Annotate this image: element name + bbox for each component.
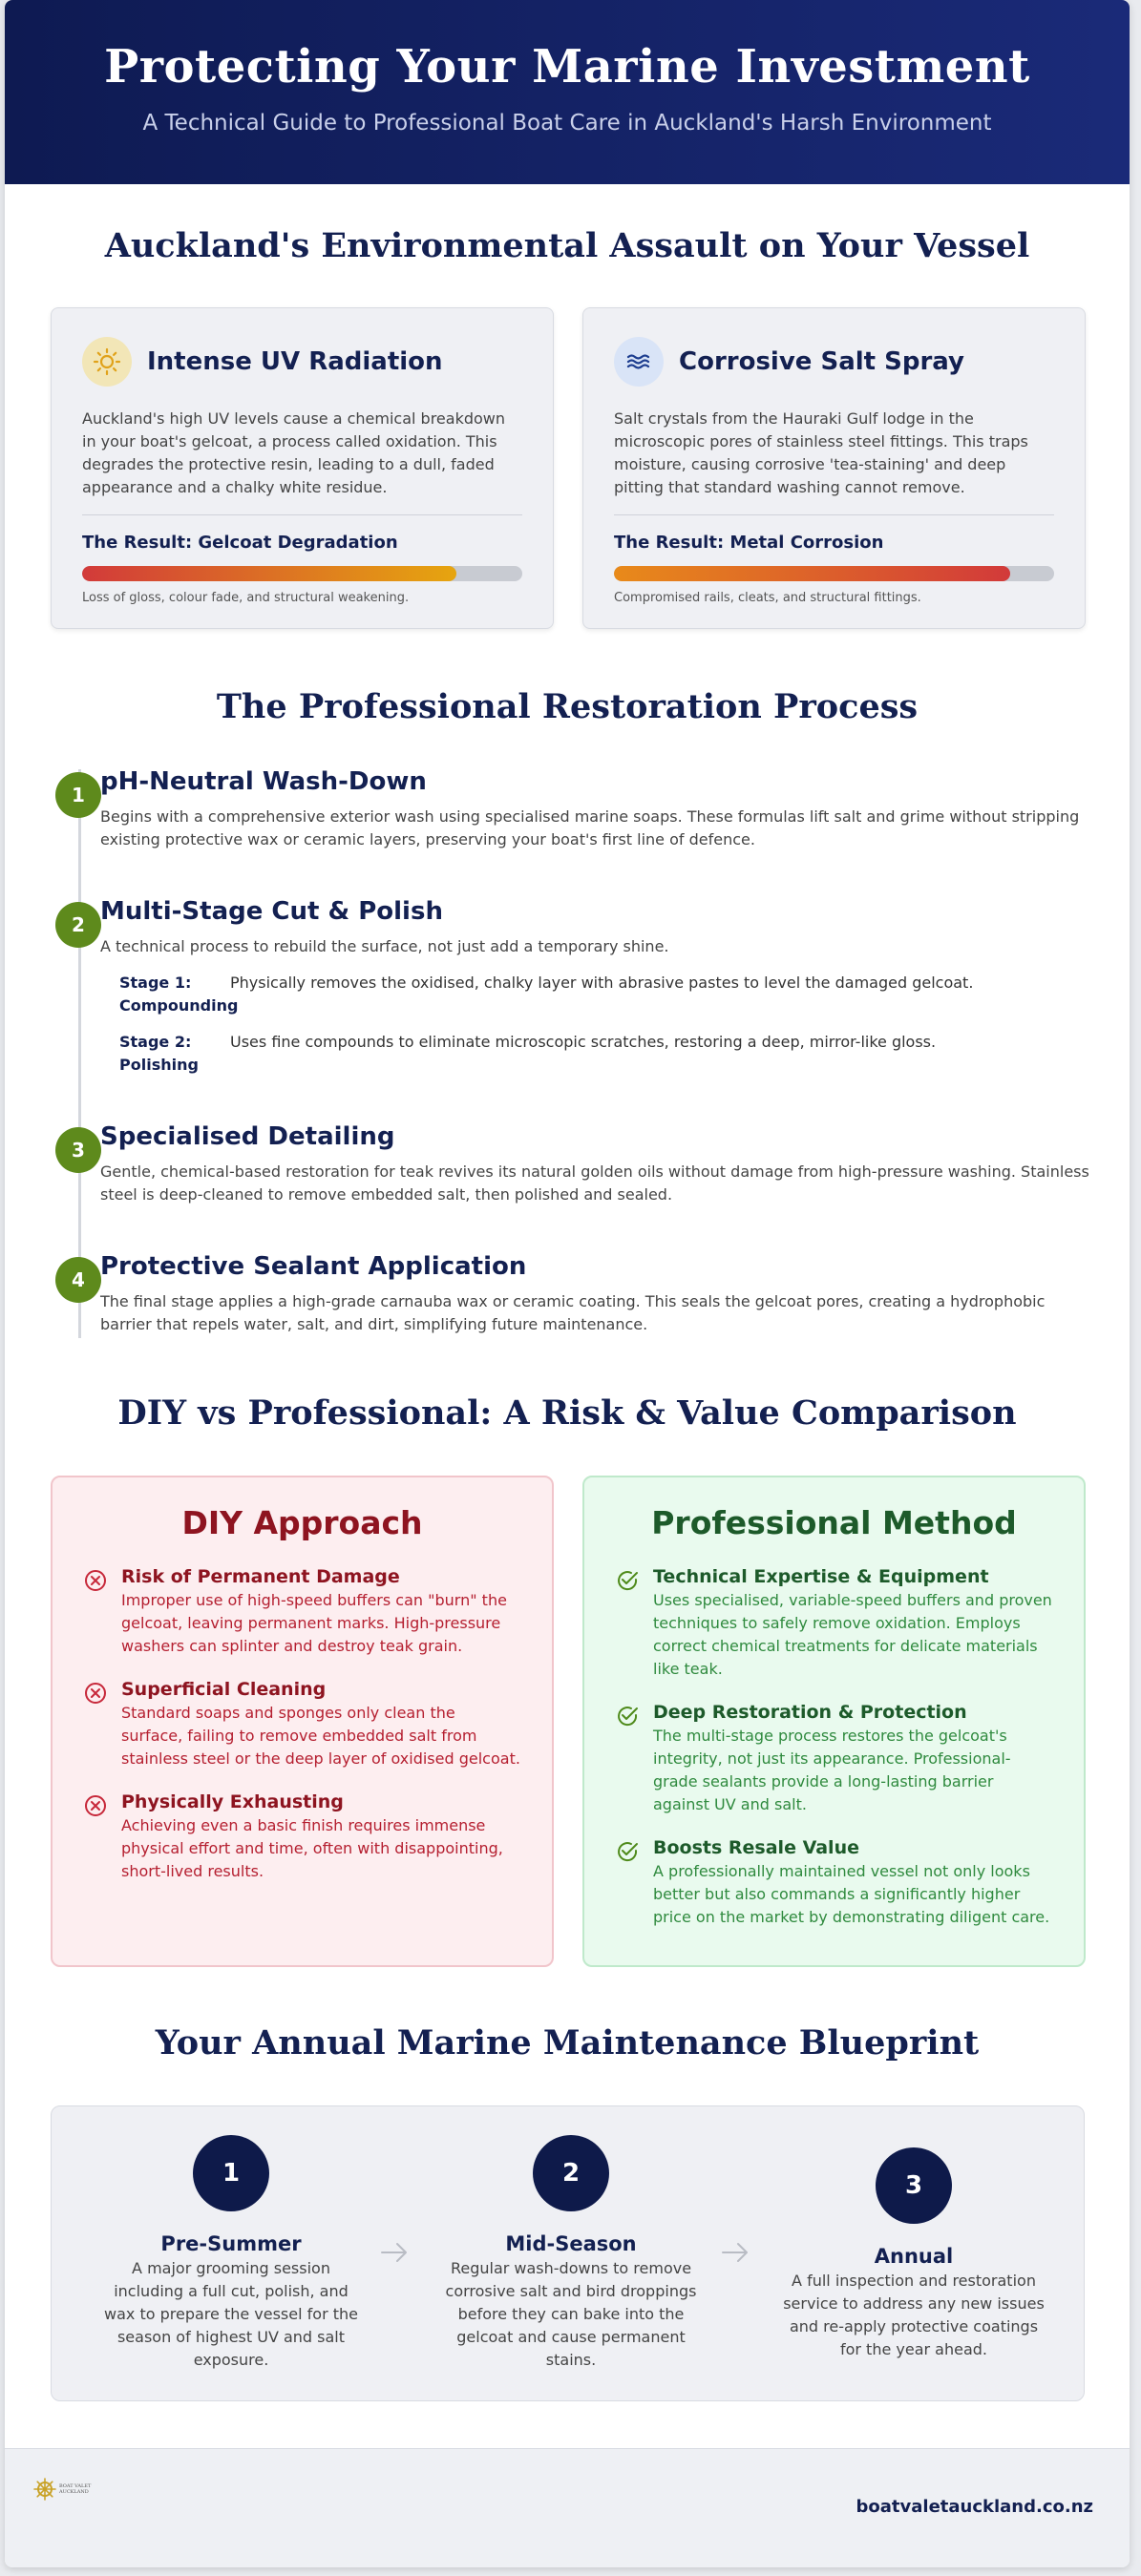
result-caption: Loss of gloss, colour fade, and structural weakening. <box>82 591 410 605</box>
blueprint-number: 3 <box>876 2147 952 2224</box>
process-step-sealant <box>100 1252 1093 1336</box>
diy-item-text: Standard soaps and sponges only clean the surface, failing to remove embedded salt from stainless steel or the deep layer of oxidised gelcoat. <box>121 1704 520 1768</box>
hero-header <box>5 0 1130 184</box>
blueprint-step-text: Regular wash-downs to remove corrosive salt and bird droppings before they can bake into the gelcoat and cause permanent stains. <box>445 2259 697 2369</box>
diy-item-text: Improper use of high-speed buffers can "burn" the gelcoat, leaving permanent marks. High-pressure washers can splinter and destroy teak grain. <box>121 1591 507 1655</box>
step-body: Gentle, chemical-based restoration for teak revives its natural golden oils without damage from high-pressure washing. Stainless steel is deep-cleaned to remove embedded salt, then polished and sealed. <box>100 1162 1089 1204</box>
logo <box>33 2478 91 2501</box>
divider <box>614 514 1054 515</box>
arrow-right-icon <box>719 2236 751 2269</box>
diy-item-text: Achieving even a basic finish requires immense physical effort and time, often with disappointing, short-lived results. <box>121 1816 503 1880</box>
divider <box>82 514 522 515</box>
step-title: Specialised Detailing <box>100 1122 395 1151</box>
diy-item <box>83 1791 521 1883</box>
stage-text: Uses fine compounds to eliminate microscopic scratches, restoring a deep, mirror-like gloss. <box>230 1033 937 1051</box>
pro-item <box>615 1566 1053 1681</box>
footer <box>5 2448 1130 2567</box>
diy-item-title: Superficial Cleaning <box>121 1679 327 1700</box>
process-step-wash <box>100 767 1093 851</box>
blueprint-number: 1 <box>193 2135 269 2211</box>
card-title: Corrosive Salt Spray <box>679 347 964 376</box>
severity-bar-fill <box>82 566 456 581</box>
page-title: Protecting Your Marine Investment <box>104 40 1030 94</box>
pro-item-title: Boosts Resale Value <box>653 1837 859 1858</box>
diy-approach-card <box>51 1476 554 1967</box>
blueprint-step-title: Pre-Summer <box>160 2232 302 2255</box>
process-section-title: The Professional Restoration Process <box>216 687 919 726</box>
result-heading: The Result: Gelcoat Degradation <box>82 533 398 553</box>
professional-method-card <box>582 1476 1086 1967</box>
severity-bar <box>614 566 1054 581</box>
logo-line: BOAT VALET <box>59 2483 92 2489</box>
logo-line: AUCKLAND <box>59 2489 89 2495</box>
stage-label: Stage 1: Compounding <box>119 974 239 1015</box>
stage-text: Physically removes the oxidised, chalky layer with abrasive pastes to level the damaged gelcoat. <box>230 974 974 992</box>
check-circle-icon <box>615 1839 640 1864</box>
blueprint-step-text: A major grooming session including a full cut, polish, and wax to prepare the vessel for the season of highest UV and salt exposure. <box>104 2259 358 2369</box>
x-circle-icon <box>83 1568 108 1593</box>
pro-item-text: The multi-stage process restores the gelcoat's integrity, not just its appearance. Professional-grade sealants provide a long-lasting barrier against UV and salt. <box>653 1727 1011 1813</box>
result-heading: The Result: Metal Corrosion <box>614 533 884 553</box>
diy-item <box>83 1679 521 1770</box>
website-link[interactable]: boatvaletauckland.co.nz <box>856 2497 1093 2517</box>
comparison-section-title: DIY vs Professional: A Risk & Value Comparison <box>117 1393 1017 1433</box>
logo-wordmark <box>59 2483 91 2495</box>
pro-item <box>615 1702 1053 1816</box>
card-title: Intense UV Radiation <box>147 347 443 376</box>
process-step-cut-polish <box>100 897 1093 1077</box>
timeline-line <box>78 769 81 1338</box>
pro-item-title: Technical Expertise & Equipment <box>653 1566 989 1587</box>
pro-item-title: Deep Restoration & Protection <box>653 1702 967 1723</box>
x-circle-icon <box>83 1681 108 1706</box>
step-number-badge: 1 <box>55 772 101 818</box>
blueprint-step-text: A full inspection and restoration service to address any new issues and re-apply protective coatings for the year ahead. <box>783 2272 1045 2358</box>
salt-spray-card <box>582 307 1086 629</box>
process-step-detailing <box>100 1122 1093 1206</box>
uv-radiation-card <box>51 307 554 629</box>
step-title: Multi-Stage Cut & Polish <box>100 897 443 926</box>
blueprint-step <box>437 2135 705 2372</box>
pro-item-text: A professionally maintained vessel not only looks better but also commands a significantly higher price on the market by demonstrating diligent care. <box>653 1862 1050 1926</box>
step-body: The final stage applies a high-grade carnauba wax or ceramic coating. This seals the gelcoat pores, creating a hydrophobic barrier that repels water, salt, and dirt, simplifying future maintenance. <box>100 1292 1046 1333</box>
check-circle-icon <box>615 1568 640 1593</box>
step-title: pH-Neutral Wash-Down <box>100 767 427 796</box>
result-caption: Compromised rails, cleats, and structural fittings. <box>614 591 921 605</box>
pro-item <box>615 1837 1053 1929</box>
page <box>5 0 1130 2567</box>
blueprint-step <box>97 2135 365 2372</box>
diy-title: DIY Approach <box>181 1504 423 1541</box>
step-body: Begins with a comprehensive exterior wash using specialised marine soaps. These formulas lift salt and grime without stripping existing protective wax or ceramic layers, preserving your boat's first line of defence. <box>100 807 1080 848</box>
blueprint-step <box>780 2147 1047 2361</box>
stage-label: Stage 2: Polishing <box>119 1033 199 1074</box>
diy-item-title: Physically Exhausting <box>121 1791 344 1812</box>
blueprint-step-title: Annual <box>874 2245 954 2268</box>
blueprint-number: 2 <box>533 2135 609 2211</box>
stage-row <box>100 1031 1093 1077</box>
blueprint-section-title: Your Annual Marine Maintenance Blueprint <box>155 2023 980 2063</box>
step-number-badge: 4 <box>55 1257 101 1303</box>
check-circle-icon <box>615 1704 640 1728</box>
severity-bar <box>82 566 522 581</box>
diy-item-title: Risk of Permanent Damage <box>121 1566 400 1587</box>
diy-item <box>83 1566 521 1658</box>
sun-icon <box>82 337 132 387</box>
environment-section-title: Auckland's Environmental Assault on Your Vessel <box>104 226 1030 265</box>
page-subtitle: A Technical Guide to Professional Boat Care in Auckland's Harsh Environment <box>142 111 992 136</box>
card-body: Auckland's high UV levels cause a chemical breakdown in your boat's gelcoat, a process called oxidation. This degrades the protective resin, leading to a dull, faded appearance and a chalky white residue. <box>82 409 506 496</box>
stage-row <box>100 972 1093 1017</box>
card-body: Salt crystals from the Hauraki Gulf lodge in the microscopic pores of stainless steel fittings. This traps moisture, causing corrosive 'tea-staining' and deep pitting that standard washing cannot remove. <box>614 409 1028 496</box>
step-number-badge: 3 <box>55 1127 101 1173</box>
card-header <box>82 337 522 387</box>
step-number-badge: 2 <box>55 902 101 948</box>
step-title: Protective Sealant Application <box>100 1252 527 1281</box>
pro-item-text: Uses specialised, variable-speed buffers and proven techniques to safely remove oxidation. Employs correct chemical treatments for delicate materials like teak. <box>653 1591 1052 1678</box>
x-circle-icon <box>83 1793 108 1818</box>
ship-wheel-icon <box>33 2478 56 2501</box>
step-body: A technical process to rebuild the surface, not just add a temporary shine. <box>100 937 669 955</box>
pro-title: Professional Method <box>651 1504 1017 1541</box>
arrow-right-icon <box>378 2236 411 2269</box>
blueprint-step-title: Mid-Season <box>505 2232 637 2255</box>
waves-icon <box>614 337 664 387</box>
severity-bar-fill <box>614 566 1010 581</box>
card-header <box>614 337 1054 387</box>
